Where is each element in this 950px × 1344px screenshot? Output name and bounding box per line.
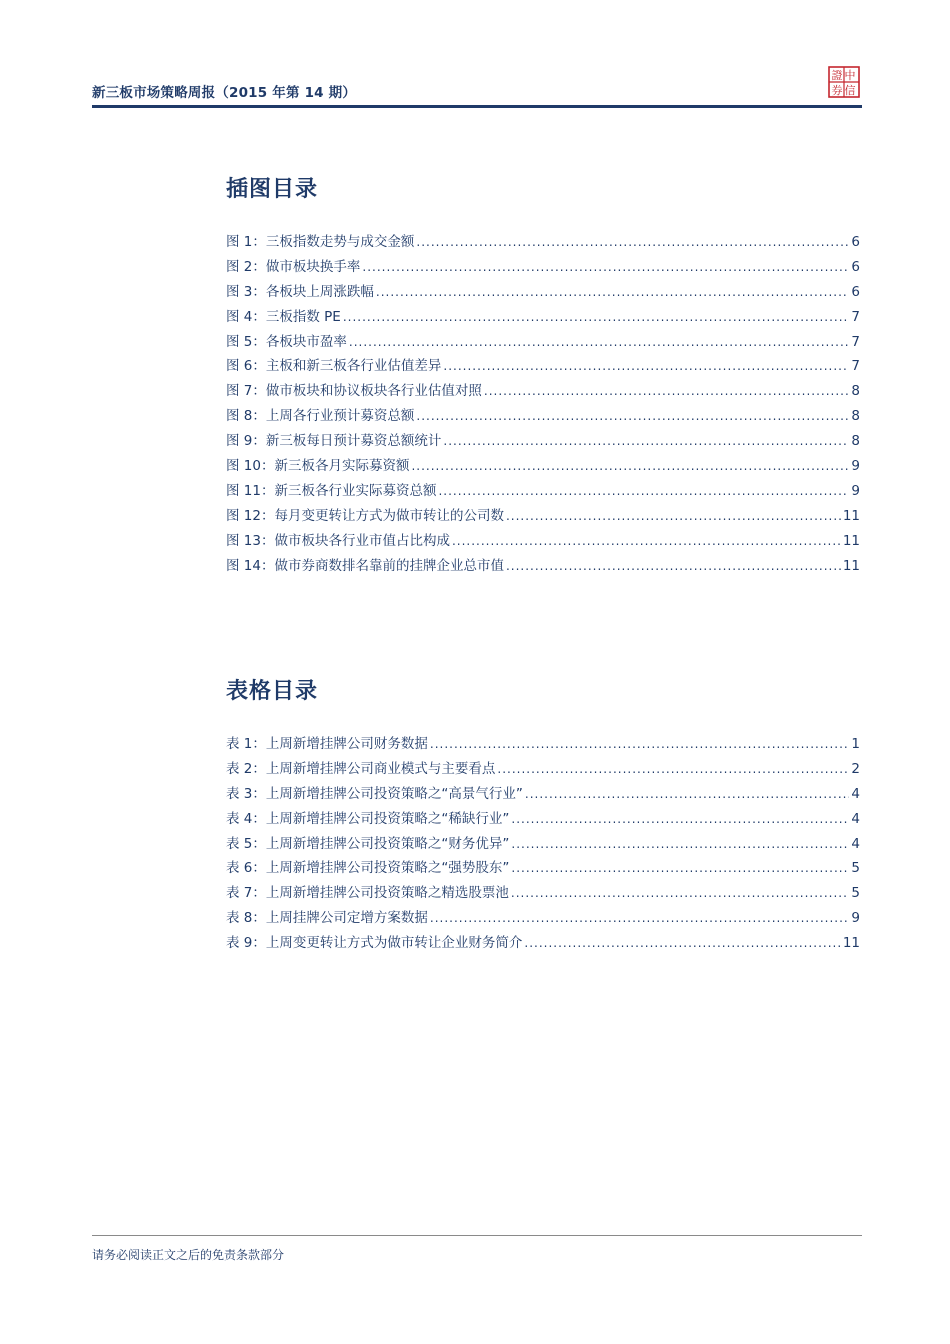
toc-entry-label: 图 6：主板和新三板各行业估值差异 bbox=[226, 358, 442, 375]
toc-entry[interactable] bbox=[226, 832, 860, 857]
toc-entry-label: 图 7：做市板块和协议板块各行业估值对照 bbox=[226, 383, 482, 400]
toc-entry-label: 表 1：上周新增挂牌公司财务数据 bbox=[226, 736, 428, 752]
toc-entry-page: 2 bbox=[851, 760, 860, 777]
toc-entry-label: 图 9：新三板每日预计募资总额统计 bbox=[226, 433, 442, 450]
svg-text:信: 信 bbox=[844, 84, 856, 97]
toc-dot-leader bbox=[443, 429, 849, 454]
toc-dot-leader bbox=[511, 832, 849, 857]
toc-entry-page: 6 bbox=[851, 258, 860, 275]
toc-entry-label: 图 14：做市券商数排名靠前的挂牌企业总市值 bbox=[226, 557, 504, 574]
toc-entry-page: 5 bbox=[851, 860, 860, 877]
footer-divider bbox=[92, 1235, 862, 1236]
header-divider bbox=[92, 105, 862, 108]
disclaimer-note: 请务必阅读正文之后的免责条款部分 bbox=[92, 1248, 285, 1262]
toc-entry[interactable] bbox=[226, 757, 860, 782]
toc-entry-page: 8 bbox=[851, 433, 860, 450]
toc-dot-leader bbox=[411, 454, 849, 479]
toc-entry[interactable] bbox=[226, 782, 860, 807]
toc-entry-label: 表 6：上周新增挂牌公司投资策略之“强势股东” bbox=[226, 860, 510, 877]
toc-entry[interactable] bbox=[226, 354, 860, 379]
toc-entry[interactable] bbox=[226, 554, 860, 579]
toc-dot-leader bbox=[511, 807, 849, 832]
toc-entry-page: 9 bbox=[851, 458, 860, 475]
report-header-title: 新三板市场策略周报（2015 年第 14 期） bbox=[92, 85, 357, 101]
toc-entry-label: 图 5：各板块市盈率 bbox=[226, 333, 347, 350]
toc-dot-leader bbox=[430, 906, 850, 931]
toc-dot-leader bbox=[506, 554, 841, 579]
toc-entry-label: 图 10：新三板各月实际募资额 bbox=[226, 458, 410, 475]
toc-entry[interactable] bbox=[226, 732, 860, 757]
toc-dot-leader bbox=[524, 931, 840, 956]
toc-entry-page: 6 bbox=[851, 283, 860, 300]
toc-entry[interactable] bbox=[226, 479, 860, 504]
toc-entry-page: 11 bbox=[842, 557, 860, 574]
toc-entry[interactable] bbox=[226, 280, 860, 305]
toc-entry-page: 7 bbox=[851, 308, 860, 325]
tables-toc-list bbox=[226, 732, 860, 956]
toc-entry-label: 表 2：上周新增挂牌公司商业模式与主要看点 bbox=[226, 760, 496, 777]
toc-entry-page: 7 bbox=[851, 358, 860, 375]
toc-dot-leader bbox=[443, 354, 849, 379]
toc-dot-leader bbox=[452, 529, 841, 554]
toc-dot-leader bbox=[430, 732, 850, 757]
toc-entry-label: 表 3：上周新增挂牌公司投资策略之“高景气行业” bbox=[226, 785, 523, 802]
toc-entry[interactable] bbox=[226, 429, 860, 454]
toc-entry-page: 9 bbox=[851, 910, 860, 927]
toc-entry[interactable] bbox=[226, 906, 860, 931]
toc-dot-leader bbox=[362, 255, 849, 280]
toc-entry-page: 7 bbox=[851, 333, 860, 350]
toc-entry-label: 表 7：上周新增挂牌公司投资策略之精选股票池 bbox=[226, 885, 509, 902]
toc-entry-page: 4 bbox=[851, 785, 860, 802]
toc-entry[interactable] bbox=[226, 529, 860, 554]
toc-entry[interactable] bbox=[226, 379, 860, 404]
svg-text:券: 券 bbox=[831, 84, 843, 97]
toc-entry[interactable] bbox=[226, 881, 860, 906]
toc-entry[interactable] bbox=[226, 305, 860, 330]
toc-dot-leader bbox=[497, 757, 849, 782]
toc-entry-label: 图 13：做市板块各行业市值占比构成 bbox=[226, 532, 450, 549]
tables-toc-heading: 表格目录 bbox=[226, 679, 319, 704]
toc-entry-page: 8 bbox=[851, 408, 860, 425]
toc-entry-page: 4 bbox=[851, 810, 860, 827]
toc-entry-label: 图 4：三板指数 PE bbox=[226, 308, 341, 325]
toc-entry-page: 9 bbox=[851, 482, 860, 499]
toc-dot-leader bbox=[484, 379, 850, 404]
toc-entry-page: 4 bbox=[851, 835, 860, 852]
toc-entry-page: 11 bbox=[842, 507, 860, 524]
toc-entry-label: 图 3：各板块上周涨跌幅 bbox=[226, 283, 374, 300]
svg-text:證: 證 bbox=[831, 69, 843, 82]
toc-entry-page: 1 bbox=[851, 736, 860, 752]
svg-text:中: 中 bbox=[844, 69, 856, 82]
toc-entry-page: 8 bbox=[851, 383, 860, 400]
toc-dot-leader bbox=[343, 305, 850, 330]
toc-entry-label: 图 1：三板指数走势与成交金额 bbox=[226, 234, 415, 250]
toc-dot-leader bbox=[416, 230, 849, 255]
toc-entry[interactable] bbox=[226, 807, 860, 832]
toc-entry-label: 表 4：上周新增挂牌公司投资策略之“稀缺行业” bbox=[226, 810, 510, 827]
figures-toc-heading: 插图目录 bbox=[226, 177, 319, 202]
toc-dot-leader bbox=[438, 479, 849, 504]
toc-entry[interactable] bbox=[226, 931, 860, 956]
toc-entry[interactable] bbox=[226, 404, 860, 429]
toc-entry-page: 5 bbox=[851, 885, 860, 902]
toc-entry[interactable] bbox=[226, 504, 860, 529]
figures-toc-list bbox=[226, 230, 860, 578]
toc-entry-label: 表 5：上周新增挂牌公司投资策略之“财务优异” bbox=[226, 835, 510, 852]
toc-entry-label: 图 8：上周各行业预计募资总额 bbox=[226, 408, 415, 425]
toc-entry-label: 图 11：新三板各行业实际募资总额 bbox=[226, 482, 437, 499]
toc-entry-label: 图 2：做市板块换手率 bbox=[226, 258, 361, 275]
citic-securities-logo bbox=[828, 66, 860, 98]
toc-entry[interactable] bbox=[226, 230, 860, 255]
toc-dot-leader bbox=[511, 881, 850, 906]
toc-dot-leader bbox=[376, 280, 850, 305]
toc-dot-leader bbox=[416, 404, 849, 429]
toc-dot-leader bbox=[525, 782, 850, 807]
toc-entry[interactable] bbox=[226, 856, 860, 881]
toc-entry[interactable] bbox=[226, 330, 860, 355]
toc-dot-leader bbox=[349, 330, 850, 355]
toc-dot-leader bbox=[506, 504, 841, 529]
toc-entry-page: 11 bbox=[842, 532, 860, 549]
toc-entry-label: 表 9：上周变更转让方式为做市转让企业财务简介 bbox=[226, 935, 523, 952]
toc-entry-page: 6 bbox=[851, 234, 860, 250]
toc-dot-leader bbox=[511, 856, 849, 881]
toc-entry-label: 图 12：每月变更转让方式为做市转让的公司数 bbox=[226, 507, 504, 524]
toc-entry-page: 11 bbox=[842, 935, 860, 952]
toc-entry[interactable] bbox=[226, 454, 860, 479]
toc-entry[interactable] bbox=[226, 255, 860, 280]
toc-entry-label: 表 8：上周挂牌公司定增方案数据 bbox=[226, 910, 428, 927]
